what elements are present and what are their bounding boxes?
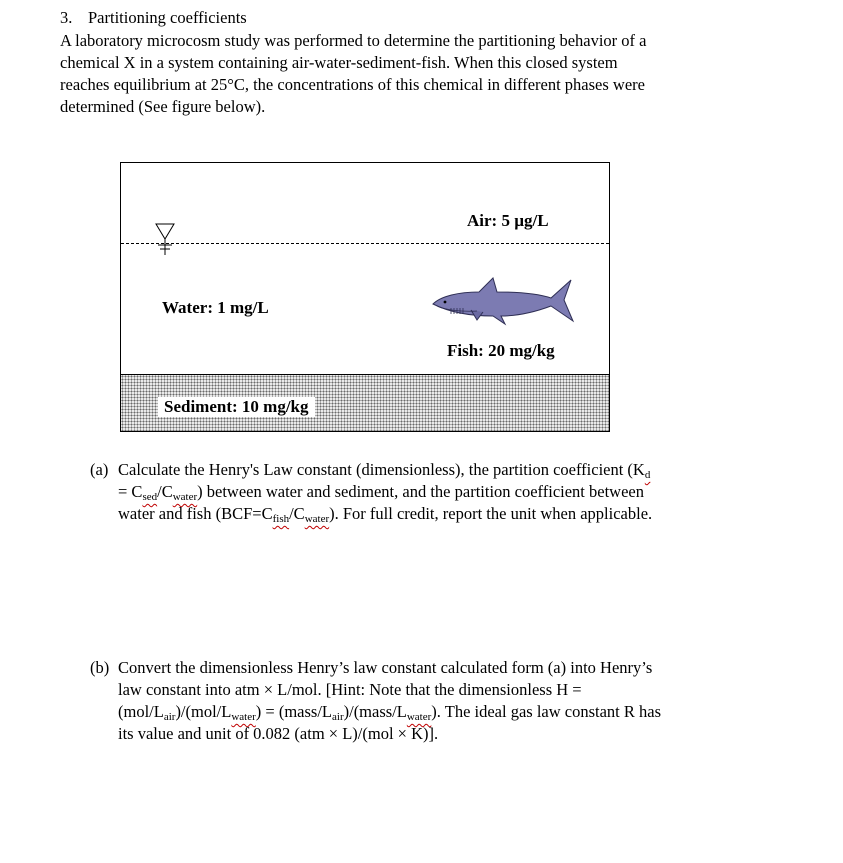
part-b-line: Convert the dimensionless Henry’s law constant calculated form (a) into Henry’s [118,658,653,677]
text-run: )/(mol/L [175,702,232,721]
subscript: fish [272,513,290,525]
question-intro [60,30,760,118]
text-run: ). For full credit, report the unit when applicable. [329,504,653,523]
intro-line: A laboratory microcosm study was performed to determine the partitioning behavior of a [60,31,647,50]
subscript: water [172,491,198,503]
subscript: water [406,711,432,723]
text-run: (mol/L [118,702,164,721]
water-table-icon [155,223,175,257]
text-run: water and fish (BCF=C [118,504,273,523]
question-title-text: Partitioning coefficients [88,8,247,27]
text-run: /C [157,482,173,501]
part-a-line [118,481,652,503]
part-b-line [118,701,661,723]
microcosm-figure [120,162,610,432]
question-title [60,8,247,28]
part-b-text [118,657,661,745]
question-number: 3. [60,8,73,27]
part-a-line [118,459,652,481]
part-a-text [118,459,652,525]
water-concentration-label: Water: 1 mg/L [162,298,269,317]
text-run: )/(mass/L [343,702,407,721]
part-a-letter: (a) [90,460,109,479]
text-run: Calculate the Henry's Law constant (dimensionless), the partition coefficient (K [118,460,645,479]
intro-line: reaches equilibrium at 25°C, the concentrations of this chemical in different phases were [60,75,645,94]
subscript: water [231,711,256,723]
part-b-line: law constant into atm × L/mol. [Hint: Note that the dimensionless H = [118,680,582,699]
subscript: air [163,711,176,723]
text-run: ) between water and sediment, and the partition coefficient between [197,482,644,501]
air-water-interface [121,243,609,244]
sediment-concentration-label: Sediment: 10 mg/kg [158,397,315,417]
subscript: water [304,513,330,525]
air-concentration-label: Air: 5 µg/L [467,211,549,230]
shark-icon [431,276,575,326]
part-b-line: its value and unit of 0.082 (atm × L)/(mol × K)]. [118,724,439,743]
part-a-line [118,503,652,525]
subscript: air [332,711,344,723]
text-run: /C [289,504,305,523]
fish-concentration-label: Fish: 20 mg/kg [447,341,555,360]
intro-line: chemical X in a system containing air-water-sediment-fish. When this closed system [60,53,618,72]
text-run: ) = (mass/L [255,702,332,721]
part-b-letter: (b) [90,658,110,677]
kd-subscript: d [644,469,651,481]
text-run: ). The ideal gas law constant R has [431,702,662,721]
text-run: = C [118,482,143,501]
subscript: sed [142,491,158,503]
intro-line: determined (See figure below). [60,97,266,116]
